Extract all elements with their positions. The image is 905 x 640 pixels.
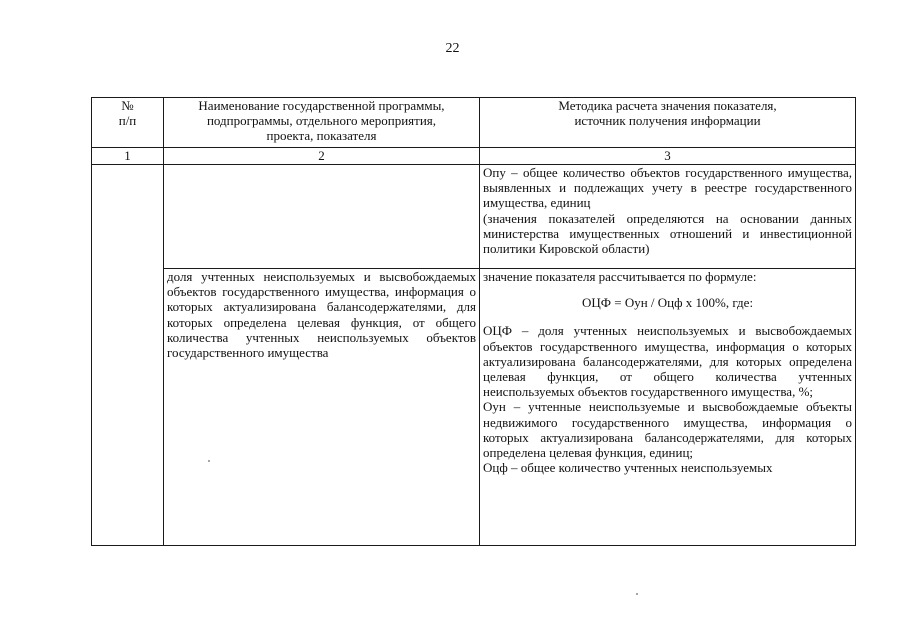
scan-speck xyxy=(636,593,638,595)
row1-name-cell xyxy=(164,165,480,269)
indicator-name: доля учтенных неиспользуемых и высвобождаемых объектов государственного имущества, информация о которых актуализирована балансодержателями, для которых определена целевая функция, от общего количества учтенных неиспользуемых объектов государственного имущества xyxy=(167,269,476,361)
page-number: 22 xyxy=(445,41,460,56)
indicator-name-cell xyxy=(164,269,480,546)
header-line: п/п xyxy=(118,113,137,129)
table-row xyxy=(92,269,856,546)
header-line: Методика расчета значения показателя, xyxy=(558,98,777,113)
formula-intro: значение показателя рассчитывается по формуле: xyxy=(483,269,757,284)
definition-oun: Оун – учтенные неиспользуемые и высвобождаемые объекты недвижимого государственного имущества, информация о которых актуализирована балансодержателями, для которых определена целевая функция, единиц; xyxy=(483,399,852,461)
column-number: 2 xyxy=(164,148,480,165)
table-header-row xyxy=(92,98,856,148)
header-name xyxy=(164,98,480,148)
header-line: проекта, показателя xyxy=(266,128,377,144)
column-number-row xyxy=(92,148,856,165)
indicator-table xyxy=(91,97,856,546)
definition-ocf-total: Оцф – общее количество учтенных неиспользуемых xyxy=(483,460,773,476)
header-number xyxy=(92,98,164,148)
indicator-method-cell xyxy=(480,269,856,546)
formula: ОЦФ = Оун / Оцф х 100%, где: xyxy=(581,295,754,311)
header-line: Наименование государственной программы, xyxy=(198,98,445,113)
table-row xyxy=(92,165,856,269)
header-line: источник получения информации xyxy=(574,113,761,129)
definition-opu: Опу – общее количество объектов государственного имущества, выявленных и подлежащих учету в реестре государственного имущества, единиц xyxy=(483,165,852,211)
column-number: 3 xyxy=(480,148,856,165)
definition-ocf: ОЦФ – доля учтенных неиспользуемых и высвобождаемых объектов государственного имущества, информация о которых актуализирована балансодержателями, для которых определена целевая функция, от общего количества учтенных неиспользуемых объектов государственного имущества, %; xyxy=(483,323,852,400)
row1-method-cell xyxy=(480,165,856,269)
header-line: подпрограммы, отдельного мероприятия, xyxy=(206,113,437,129)
data-source-note: (значения показателей определяются на основании данных министерства имущественных отношений и инвестиционной политики Кировской области) xyxy=(483,210,852,257)
row-number-cell xyxy=(92,165,164,546)
header-method xyxy=(480,98,856,148)
scan-speck xyxy=(208,460,210,462)
column-number: 1 xyxy=(92,148,164,165)
header-line: № xyxy=(121,98,134,113)
